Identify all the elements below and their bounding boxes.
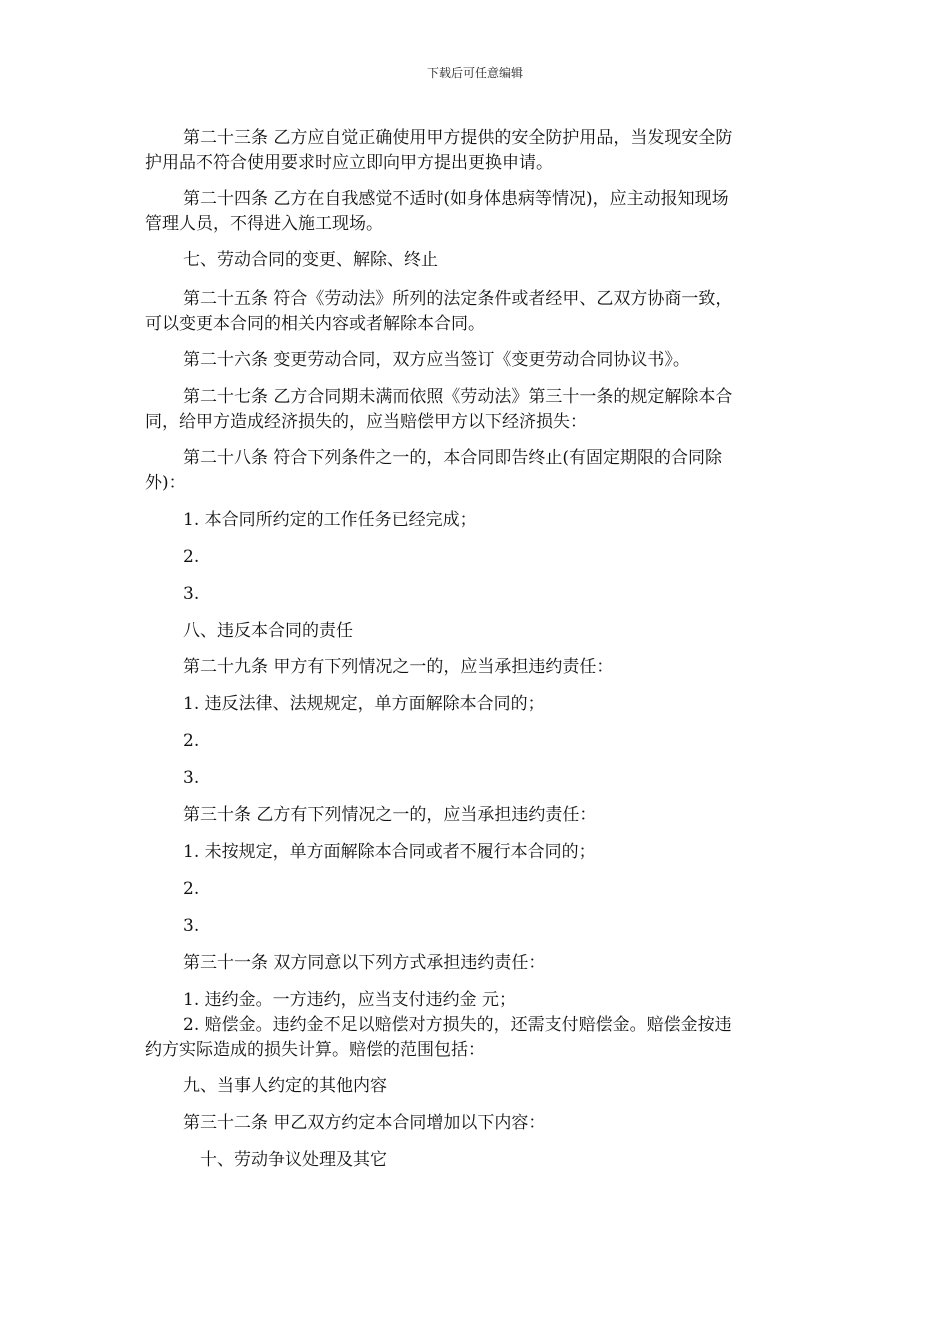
clause-31-item-2-line-2: 约方实际造成的损失计算。赔偿的范围包括： bbox=[145, 1040, 485, 1060]
clause-28-line-2: 外)： bbox=[145, 473, 186, 493]
clause-24-line-1: 第二十四条 乙方在自我感觉不适时(如身体患病等情况)，应主动报知现场 bbox=[183, 189, 729, 209]
clause-29-item-1: 1. 违反法律、法规规定，单方面解除本合同的； bbox=[183, 694, 545, 714]
clause-27-line-2: 同，给甲方造成经济损失的，应当赔偿甲方以下经济损失： bbox=[145, 412, 587, 432]
clause-31-item-1: 1. 违约金。一方违约，应当支付违约金 元； bbox=[183, 990, 517, 1010]
clause-28-line-1: 第二十八条 符合下列条件之一的，本合同即告终止(有固定期限的合同除 bbox=[183, 448, 723, 468]
section-7-heading: 七、劳动合同的变更、解除、终止 bbox=[183, 250, 438, 270]
section-8-heading: 八、违反本合同的责任 bbox=[183, 621, 353, 641]
clause-28-item-3: 3. bbox=[183, 584, 200, 604]
section-10-heading: 十、劳动争议处理及其它 bbox=[200, 1150, 387, 1170]
clause-31: 第三十一条 双方同意以下列方式承担违约责任： bbox=[183, 953, 546, 973]
clause-23-line-2: 护用品不符合使用要求时应立即向甲方提出更换申请。 bbox=[145, 153, 553, 173]
clause-26: 第二十六条 变更劳动合同，双方应当签订《变更劳动合同协议书》。 bbox=[183, 350, 690, 370]
clause-25-line-2: 可以变更本合同的相关内容或者解除本合同。 bbox=[145, 314, 485, 334]
clause-28-item-2: 2. bbox=[183, 547, 200, 567]
clause-25-line-1: 第二十五条 符合《劳动法》所列的法定条件或者经甲、乙双方协商一致， bbox=[183, 289, 733, 309]
page-header: 下载后可任意编辑 bbox=[426, 66, 523, 80]
clause-32: 第三十二条 甲乙双方约定本合同增加以下内容： bbox=[183, 1113, 546, 1133]
clause-27-line-1: 第二十七条 乙方合同期未满而依照《劳动法》第三十一条的规定解除本合 bbox=[183, 387, 733, 407]
clause-29-item-2: 2. bbox=[183, 731, 200, 751]
section-9-heading: 九、当事人约定的其他内容 bbox=[183, 1076, 387, 1096]
clause-30-item-3: 3. bbox=[183, 916, 200, 936]
clause-28-item-1: 1. 本合同所约定的工作任务已经完成； bbox=[183, 510, 477, 530]
clause-29-item-3: 3. bbox=[183, 768, 200, 788]
clause-30-item-2: 2. bbox=[183, 879, 200, 899]
clause-23-line-1: 第二十三条 乙方应自觉正确使用甲方提供的安全防护用品，当发现安全防 bbox=[183, 128, 733, 148]
clause-24-line-2: 管理人员，不得进入施工现场。 bbox=[145, 214, 383, 234]
clause-30: 第三十条 乙方有下列情况之一的，应当承担违约责任： bbox=[183, 805, 597, 825]
clause-30-item-1: 1. 未按规定，单方面解除本合同或者不履行本合同的； bbox=[183, 842, 596, 862]
clause-31-item-2-line-1: 2. 赔偿金。违约金不足以赔偿对方损失的，还需支付赔偿金。赔偿金按违 bbox=[183, 1015, 732, 1035]
clause-29: 第二十九条 甲方有下列情况之一的，应当承担违约责任： bbox=[183, 657, 614, 677]
